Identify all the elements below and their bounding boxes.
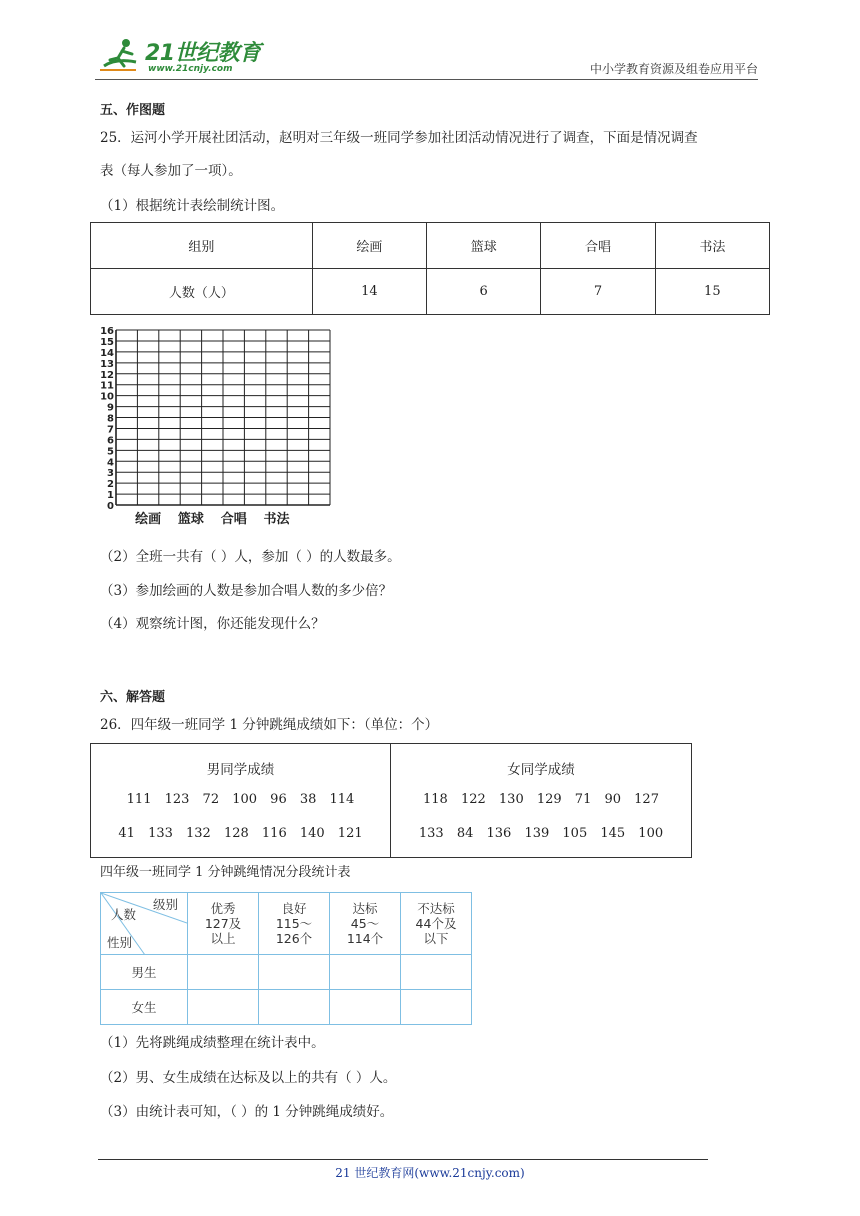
level-line: 不达标 xyxy=(417,901,455,916)
y-tick-label: 12 xyxy=(100,369,114,381)
level-pass xyxy=(330,893,401,955)
section6-title: 六、解答题 xyxy=(100,690,166,705)
q26-text: 26．四年级一班同学 1 分钟跳绳成绩如下：（单位：个） xyxy=(100,717,439,733)
level-line: 45～ xyxy=(350,916,380,931)
level-line: 127及 xyxy=(204,916,242,931)
girls-scores-column xyxy=(391,744,691,857)
y-tick-label: 6 xyxy=(107,435,114,447)
level-good xyxy=(259,893,330,955)
boys-scores-column xyxy=(91,744,391,857)
level-fail xyxy=(401,893,472,955)
answer-cell[interactable] xyxy=(259,990,330,1025)
level-line: 44个及 xyxy=(415,916,457,931)
y-tick-label: 10 xyxy=(100,391,114,403)
y-tick-label: 11 xyxy=(100,380,114,392)
y-tick-label: 2 xyxy=(107,479,114,491)
answer-cell[interactable] xyxy=(330,990,401,1025)
runner-logo-icon xyxy=(96,36,144,76)
corner-level-label: 级别 xyxy=(153,897,179,912)
y-tick-label: 13 xyxy=(100,358,114,370)
row-label-girls: 女生 xyxy=(101,990,188,1025)
group-cell: 书法 xyxy=(655,223,769,269)
q26-sub1: （1）先将跳绳成绩整理在统计表中。 xyxy=(100,1035,325,1051)
blank-bar-chart xyxy=(100,323,340,533)
x-category-label: 合唱 xyxy=(220,512,247,527)
header-divider xyxy=(95,79,758,80)
answer-cell[interactable] xyxy=(401,990,472,1025)
y-tick-label: 9 xyxy=(107,402,114,414)
level-line: 良好 xyxy=(281,901,307,916)
logo xyxy=(96,36,144,76)
count-cell: 15 xyxy=(655,269,769,315)
level-line: 优秀 xyxy=(210,901,236,916)
y-tick-label: 15 xyxy=(100,336,114,348)
corner-gender-label: 性别 xyxy=(107,935,133,950)
section5-title: 五、作图题 xyxy=(100,103,166,118)
y-tick-label: 1 xyxy=(107,490,114,502)
corner-cell xyxy=(101,893,188,955)
group-cell: 合唱 xyxy=(541,223,655,269)
level-line: 以上 xyxy=(210,931,236,946)
q25-text-line2: 表（每人参加了一项）。 xyxy=(100,163,242,179)
answer-cell[interactable] xyxy=(259,955,330,990)
girls-header: 女同学成绩 xyxy=(507,762,575,778)
y-tick-label: 5 xyxy=(107,446,114,458)
y-tick-label: 3 xyxy=(107,468,114,480)
logo-text: 21世纪教育 xyxy=(145,41,261,66)
y-tick-label: 16 xyxy=(100,326,114,337)
q25-text-line1: 25．运河小学开展社团活动，赵明对三年级一班同学参加社团活动情况进行了调查，下面是情况调查 xyxy=(100,130,698,146)
answer-cell[interactable] xyxy=(401,955,472,990)
girls-row: 118 122 130 129 71 90 127 xyxy=(423,792,659,807)
table-header-label: 组别 xyxy=(91,223,313,269)
level-line: 达标 xyxy=(352,901,378,916)
logo-url: www.21cnjy.com xyxy=(148,64,233,74)
q25-sub4: （4）观察统计图，你还能发现什么？ xyxy=(100,616,325,632)
footer-text: 21 世纪教育网(www.21cnjy.com) xyxy=(335,1166,525,1180)
q25-sub3: （3）参加绘画的人数是参加合唱人数的多少倍？ xyxy=(100,583,393,599)
q25-sub2: （2）全班一共有（ ）人，参加（ ）的人数最多。 xyxy=(100,549,401,565)
count-cell: 14 xyxy=(312,269,426,315)
level-line: 126个 xyxy=(275,931,313,946)
boys-row: 41 133 132 128 116 140 121 xyxy=(118,826,363,841)
girls-row: 133 84 136 139 105 145 100 xyxy=(418,826,664,841)
segment-table xyxy=(100,892,472,1025)
group-cell: 篮球 xyxy=(427,223,541,269)
level-line: 以下 xyxy=(423,931,449,946)
y-tick-label: 14 xyxy=(100,347,114,359)
row-label-boys: 男生 xyxy=(101,955,188,990)
boys-row: 111 123 72 100 96 38 114 xyxy=(126,792,355,807)
answer-cell[interactable] xyxy=(188,955,259,990)
level-excellent xyxy=(188,893,259,955)
group-cell: 绘画 xyxy=(312,223,426,269)
level-line: 115～ xyxy=(275,916,313,931)
answer-cell[interactable] xyxy=(330,955,401,990)
count-cell: 6 xyxy=(427,269,541,315)
answer-cell[interactable] xyxy=(188,990,259,1025)
y-tick-label: 7 xyxy=(107,424,114,436)
q26-sub3: （3）由统计表可知，（ ）的 1 分钟跳绳成绩好。 xyxy=(100,1104,394,1120)
x-category-label: 书法 xyxy=(263,512,290,527)
scores-table xyxy=(90,743,692,858)
q25-sub1: （1）根据统计表绘制统计图。 xyxy=(100,198,285,214)
header-platform-text: 中小学教育资源及组卷应用平台 xyxy=(589,62,758,76)
count-cell: 7 xyxy=(541,269,655,315)
q26-sub2: （2）男、女生成绩在达标及以上的共有（ ）人。 xyxy=(100,1070,397,1086)
segment-table-title: 四年级一班同学 1 分钟跳绳情况分段统计表 xyxy=(100,865,351,880)
level-line: 114个 xyxy=(346,931,384,946)
activity-table xyxy=(90,222,770,315)
x-category-label: 绘画 xyxy=(135,512,162,527)
x-category-label: 篮球 xyxy=(177,512,204,527)
y-tick-label: 8 xyxy=(107,413,114,425)
table-row-label: 人数（人） xyxy=(91,269,313,315)
footer-divider xyxy=(98,1159,708,1160)
corner-count-label: 人数 xyxy=(111,907,137,922)
boys-header: 男同学成绩 xyxy=(206,762,275,778)
y-tick-label: 0 xyxy=(107,501,114,512)
y-tick-label: 4 xyxy=(107,457,114,469)
